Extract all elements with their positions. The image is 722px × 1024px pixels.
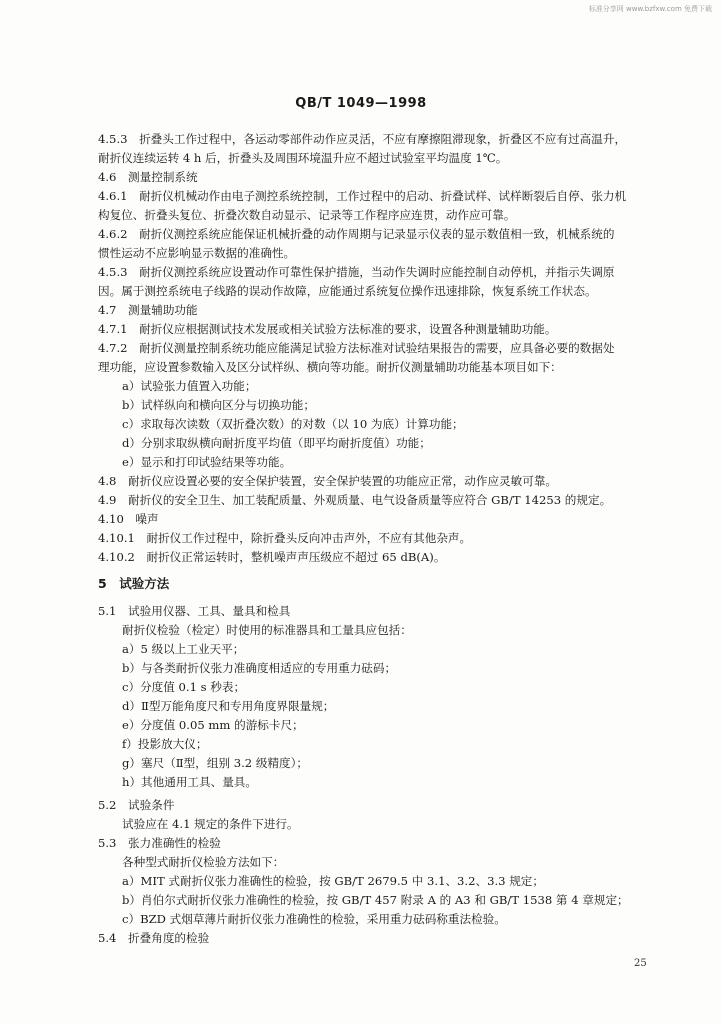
text-line: 4.10.2 耐折仪正常运转时，整机噪声声压级应不超过 65 dB(A)。 [98,550,446,564]
text-line: 构复位、折叠头复位、折叠次数自动显示、记录等工作程序应连贯，动作应可靠。 [98,208,516,222]
list-item: d）分别求取纵横向耐折度平均值（即平均耐折度值）功能； [122,436,431,450]
list-item: a）试验张力值置入功能； [122,379,257,393]
text-line: 4.7.2 耐折仪测量控制系统功能应能满足试验方法标准对试验结果报告的需要，应具备必要的数据处 [98,341,615,355]
section-heading: 5.3 张力准确性的检验 [98,836,221,850]
text-line: 4.5.3 耐折仪测控系统应设置动作可靠性保护措施，当动作失调时应能控制自动停机，并指示失调原 [98,265,615,279]
section-heading: 4.7 测量辅助功能 [98,303,198,317]
list-item: b）肖伯尔式耐折仪张力准确性的检验，按 GB/T 457 附录 A 的 A3 和 GB/T 1538 第 4 章规定； [122,893,629,907]
list-item: d）Ⅱ型万能角度尺和专用角度界限量规； [122,699,335,713]
text-line: 4.6.1 耐折仪机械动作由电子测控系统控制，工作过程中的启动、折叠试样、试样断裂后自停、张力机 [98,189,627,203]
text-line: 惯性运动不应影响显示数据的准确性。 [98,246,296,260]
list-item: h）其他通用工具、量具。 [122,775,257,789]
list-item: a）MIT 式耐折仪张力准确性的检验，按 GB/T 2679.5 中 3.1、3.2、3.3 规定； [122,874,544,888]
section-heading: 4.10 噪声 [98,512,159,526]
list-item: c）BZD 式烟草薄片耐折仪张力准确性的检验，采用重力砝码称重法检验。 [122,912,506,926]
chapter-heading: 5 试验方法 [98,576,170,591]
text-line: 试验应在 4.1 规定的条件下进行。 [122,817,299,831]
list-item: f）投影放大仪； [122,737,208,751]
list-item: a）5 级以上工业天平； [122,642,245,656]
section-heading: 4.6 测量控制系统 [98,170,198,184]
list-item: e）分度值 0.05 mm 的游标卡尺； [122,718,304,732]
section-heading: 5.1 试验用仪器、工具、量具和检具 [98,604,291,618]
text-line: 4.8 耐折仪应设置必要的安全保护装置，安全保护装置的功能应正常，动作应灵敏可靠。 [98,474,558,488]
text-line: 耐折仪连续运转 4 h 后，折叠头及周围环境温升应不超过试验室平均温度 1℃。 [98,151,508,165]
text-line: 4.6.2 耐折仪测控系统应能保证机械折叠的动作周期与记录显示仪表的显示数值相一致，机械系统的 [98,227,615,241]
page-number: 25 [634,958,647,969]
list-item: c）分度值 0.1 s 秒表； [122,680,246,694]
text-line: 理功能，应设置参数输入及区分试样纵、横向等功能。耐折仪测量辅助功能基本项目如下： [98,360,562,374]
list-item: c）求取每次读数（双折叠次数）的对数（以 10 为底）计算功能； [122,417,464,431]
standard-number-header: QB/T 1049—1998 [295,96,427,111]
text-line: 4.9 耐折仪的安全卫生、加工装配质量、外观质量、电气设备质量等应符合 GB/T 14253 的规定。 [98,493,612,507]
text-line: 各种型式耐折仪检验方法如下： [122,855,285,869]
section-heading: 5.2 试验条件 [98,798,175,812]
text-line: 4.10.1 耐折仪工作过程中，除折叠头反向冲击声外，不应有其他杂声。 [98,531,472,545]
text-line: 耐折仪检验（检定）时使用的标准器具和工量具应包括： [122,623,412,637]
list-item: b）试样纵向和横向区分与切换功能； [122,398,315,412]
text-line: 4.7.1 耐折仪应根据测试技术发展或相关试验方法标准的要求，设置各种测量辅助功能。 [98,322,557,336]
text-line: 4.5.3 折叠头工作过程中，各运动零部件动作应灵活，不应有摩擦阻滞现象，折叠区不应有过高温升， [98,132,627,146]
site-watermark: 标准分享网 www.bzfxw.com 免费下载 [588,5,712,13]
text-line: 因。属于测控系统电子线路的误动作故障，应能通过系统复位操作迅速排除，恢复系统工作状态。 [98,284,597,298]
list-item: e）显示和打印试验结果等功能。 [122,455,292,469]
list-item: g）塞尺（Ⅱ型，组别 3.2 级精度）； [122,756,309,770]
section-heading: 5.4 折叠角度的检验 [98,931,210,945]
list-item: b）与各类耐折仪张力准确度相适应的专用重力砝码； [122,661,397,675]
